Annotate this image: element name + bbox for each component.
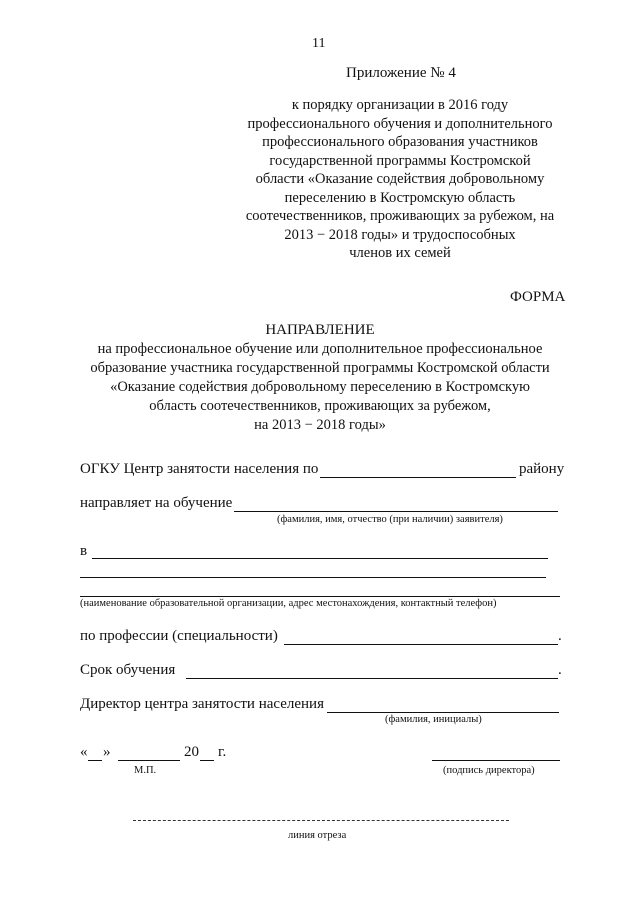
organization-field-2[interactable] (80, 577, 546, 578)
organization-hint: (наименование образовательной организации, адрес местонахождения, контактный телефон) (80, 598, 497, 609)
term-period: . (558, 662, 562, 678)
organization-field-1[interactable] (92, 558, 548, 559)
profession-period: . (558, 628, 562, 644)
appendix-line: профессионального обучения и дополнительного (247, 115, 553, 132)
organization-field-3[interactable] (80, 596, 560, 597)
appendix-text (230, 96, 570, 263)
heading-line: «Оказание содействия добровольному переселению в Костромскую (110, 379, 530, 395)
term-field[interactable] (186, 678, 558, 679)
page-number: 11 (312, 36, 326, 51)
term-label: Срок обучения (80, 662, 176, 678)
heading-line: образование участника государственной программы Костромской области (90, 360, 550, 376)
applicant-name-hint: (фамилия, имя, отчество (при наличии) заявителя) (277, 514, 503, 525)
heading-line: на 2013 − 2018 годы» (254, 417, 386, 433)
director-name-field[interactable] (327, 712, 559, 713)
signature-field[interactable] (432, 760, 560, 761)
appendix-line: к порядку организации в 2016 году (291, 97, 509, 113)
appendix-line: переселению в Костромскую область (284, 189, 516, 206)
heading-title: НАПРАВЛЕНИЕ (265, 322, 375, 338)
director-label: Директор центра занятости населения (80, 696, 324, 712)
heading-block (60, 321, 580, 435)
appendix-title: Приложение № 4 (346, 65, 456, 81)
appendix-line: государственной программы Костромской (269, 152, 531, 169)
appendix-line: членов их семей (349, 245, 451, 261)
profession-label: по профессии (специальности) (80, 628, 278, 644)
cut-line (133, 820, 509, 821)
signature-hint: (подпись директора) (443, 765, 535, 776)
center-label: ОГКУ Центр занятости населения по (80, 461, 319, 477)
year-suffix: г. (218, 744, 227, 760)
in-label: в (80, 543, 88, 559)
heading-line: область соотечественников, проживающих за рубежом, (149, 398, 491, 414)
appendix-line: области «Оказание содействия добровольному (255, 171, 545, 187)
heading-line: на профессиональное обучение или дополнительное профессиональное (97, 341, 543, 357)
year-prefix: 20 (184, 744, 199, 760)
appendix-line: соотечественников, проживающих за рубежом, на (245, 208, 555, 224)
appendix-line: 2013 − 2018 годы» и трудоспособных (284, 226, 516, 243)
day-field[interactable] (88, 760, 102, 761)
stamp-label: М.П. (134, 765, 157, 776)
cut-line-label: линия отреза (288, 830, 347, 841)
director-name-hint: (фамилия, инициалы) (385, 714, 482, 725)
center-suffix: району (519, 461, 565, 477)
appendix-line: профессионального образования участников (262, 134, 538, 150)
direct-label: направляет на обучение (80, 495, 233, 511)
date-open-quote: « (80, 744, 88, 760)
form-label: ФОРМА (510, 289, 566, 305)
year-field[interactable] (200, 760, 214, 761)
date-close-quote: » (103, 744, 111, 760)
district-field[interactable] (320, 477, 516, 478)
profession-field[interactable] (284, 644, 558, 645)
applicant-name-field[interactable] (234, 511, 558, 512)
month-field[interactable] (118, 760, 180, 761)
